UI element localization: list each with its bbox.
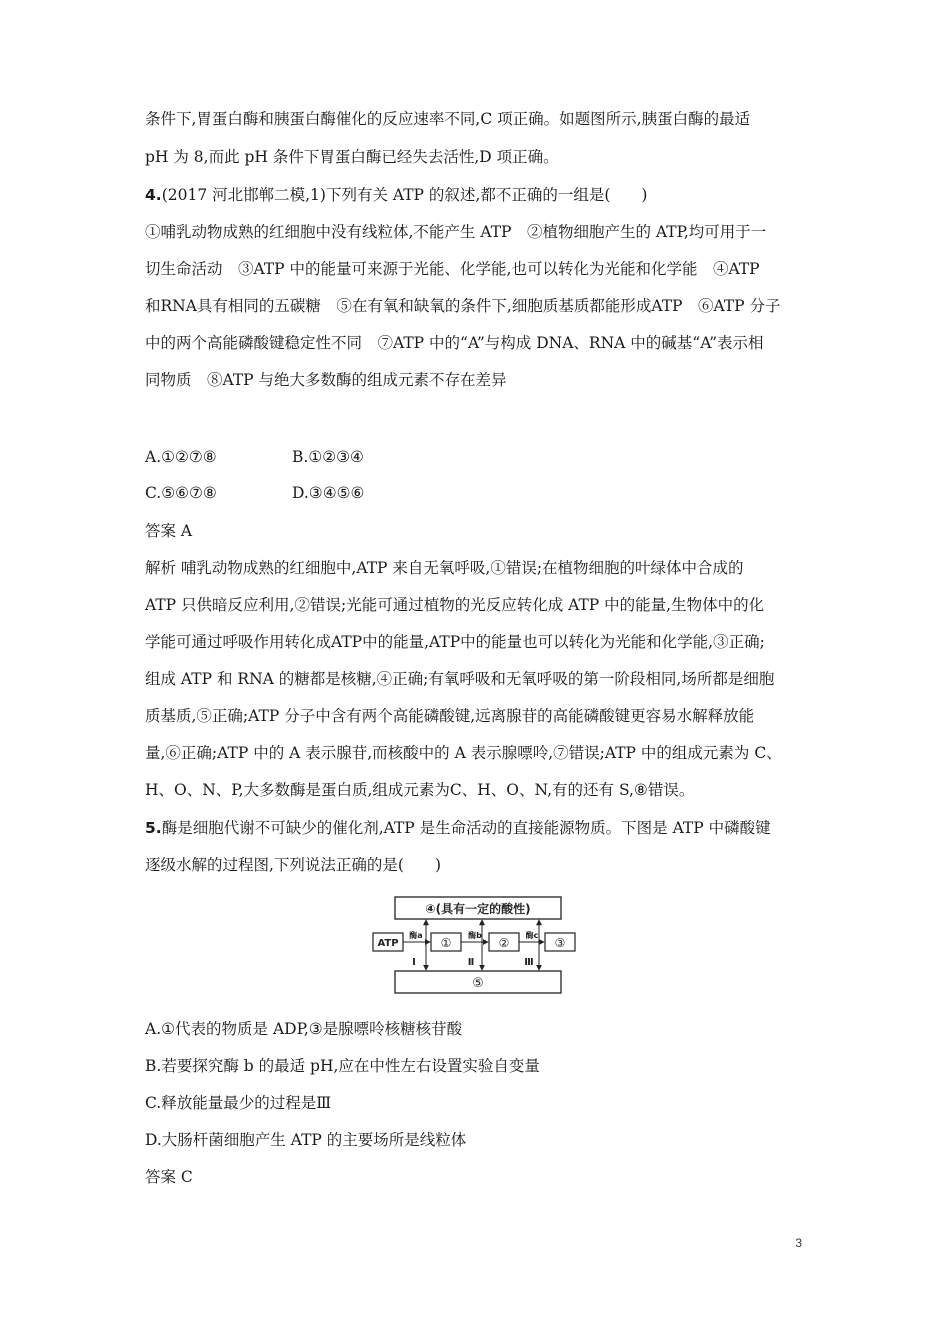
analysis-line: H、O、N、P,大多数酶是蛋白质,组成元素为C、H、O、N,有的还有 S,⑧错误。: [145, 781, 695, 799]
option-c: C.释放能量最少的过程是Ⅲ: [145, 1094, 332, 1112]
option-a: A.①②⑦⑧: [145, 448, 217, 466]
analysis-line: 学能可通过呼吸作用转化成ATP中的能量,ATP中的能量也可以转化为光能和化学能,③正确;: [145, 633, 765, 651]
question-stem-text: (2017 河北邯郸二模,1)下列有关 ATP 的叙述,都不正确的一组是( ): [161, 186, 648, 204]
analysis-line: 解析 哺乳动物成熟的红细胞中,ATP 来自无氧呼吸,①错误;在植物细胞的叶绿体中合成的: [145, 559, 744, 577]
text-line: 条件下,胃蛋白酶和胰蛋白酶催化的反应速率不同,C 项正确。如题图所示,胰蛋白酶的最适: [145, 110, 751, 128]
enzyme-b-label: 酶b: [468, 931, 482, 940]
option-b: B.若要探究酶 b 的最适 pH,应在中性左右设置实验自变量: [145, 1057, 540, 1075]
question-number: 5.: [145, 819, 162, 837]
diagram-atp-label: ATP: [377, 938, 399, 949]
answer: 答案 A: [145, 522, 193, 540]
diagram-box-3-label: ③: [554, 936, 566, 950]
option-a: A.①代表的物质是 ADP,③是腺嘌呤核糖核苷酸: [145, 1020, 463, 1038]
atp-hydrolysis-diagram: [369, 893, 589, 999]
question-5-stem-line: 逐级水解的过程图,下列说法正确的是( ): [145, 856, 442, 874]
question-4-body-line: 和RNA具有相同的五碳糖 ⑤在有氧和缺氧的条件下,细胞质基质都能形成ATP ⑥ATP 分子: [145, 297, 781, 315]
question-4-body-line: ①哺乳动物成熟的红细胞中没有线粒体,不能产生 ATP ②植物细胞产生的 ATP,均可用于一: [145, 223, 767, 241]
diagram-bottom-label: ⑤: [472, 976, 484, 991]
option-d: D.大肠杆菌细胞产生 ATP 的主要场所是线粒体: [145, 1131, 467, 1149]
answer: 答案 C: [145, 1168, 193, 1186]
question-4-body-line: 中的两个高能磷酸键稳定性不同 ⑦ATP 中的“A”与构成 DNA、RNA 中的碱基“A”表示相: [145, 334, 764, 352]
option-d: D.③④⑤⑥: [292, 484, 365, 502]
question-stem-text: 酶是细胞代谢不可缺少的催化剂,ATP 是生命活动的直接能源物质。下图是 ATP 中磷酸键: [161, 819, 771, 837]
diagram-box-2-label: ②: [498, 936, 510, 950]
analysis-line: 质基质,⑤正确;ATP 分子中含有两个高能磷酸键,远离腺苷的高能磷酸键更容易水解释放能: [145, 707, 755, 725]
analysis-line: ATP 只供暗反应利用,②错误;光能可通过植物的光反应转化成 ATP 中的能量,生物体中的化: [145, 596, 765, 614]
enzyme-a-label: 酶a: [409, 931, 423, 940]
page-number: 3: [795, 1236, 802, 1250]
text-line: pH 为 8,而此 pH 条件下胃蛋白酶已经失去活性,D 项正确。: [145, 148, 559, 166]
question-5-stem: [145, 817, 771, 839]
option-c: C.⑤⑥⑦⑧: [145, 484, 217, 502]
analysis-line: 量,⑥正确;ATP 中的 A 表示腺苷,而核酸中的 A 表示腺嘌呤,⑦错误;ATP 中的组成元素为 C、: [145, 744, 782, 762]
question-4-stem: [145, 184, 647, 206]
question-4-body-line: 同物质 ⑧ATP 与绝大多数酶的组成元素不存在差异: [145, 371, 507, 389]
enzyme-c-label: 酶c: [525, 931, 539, 940]
diagram-top-label: ④(具有一定的酸性): [425, 902, 531, 916]
process-1-label: Ⅰ: [412, 957, 416, 968]
process-3-label: Ⅲ: [524, 957, 534, 968]
question-4-body-line: 切生命活动 ③ATP 中的能量可来源于光能、化学能,也可以转化为光能和化学能 ④ATP: [145, 260, 760, 278]
diagram-box-1-label: ①: [440, 936, 452, 950]
option-b: B.①②③④: [292, 448, 364, 466]
process-2-label: Ⅱ: [467, 957, 475, 968]
analysis-line: 组成 ATP 和 RNA 的糖都是核糖,④正确;有氧呼吸和无氧呼吸的第一阶段相同,场所都是细胞: [145, 670, 775, 688]
question-number: 4.: [145, 186, 162, 204]
